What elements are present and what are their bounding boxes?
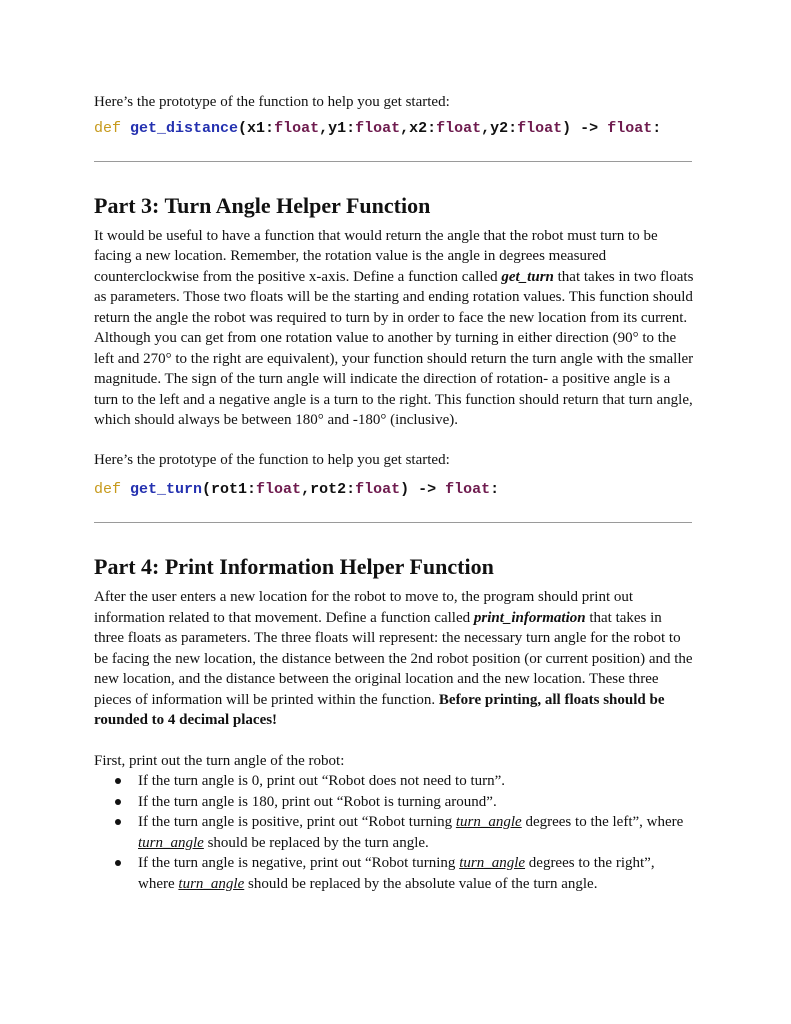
list-item: If the turn angle is negative, print out “Robot turning turn_angle degrees to the right”, where turn_angle should be replaced by the absolute value of the turn angle. xyxy=(94,853,694,894)
bullet-list xyxy=(94,771,694,894)
code-get-distance: def get_distance(x1:float,y1:float,x2:float,y2:float) -> float: xyxy=(94,119,662,137)
list-item: If the turn angle is positive, print out “Robot turning turn_angle degrees to the left”, where turn_angle should be replaced by the turn angle. xyxy=(94,812,694,853)
prototype-label: Here’s the prototype of the function to help you get started: xyxy=(94,94,450,110)
list-item: If the turn angle is 180, print out “Robot is turning around”. xyxy=(94,792,694,813)
prototype-label: Here’s the prototype of the function to help you get started: xyxy=(94,451,450,468)
part3-paragraph: It would be useful to have a function that would return the angle that the robot must turn to be facing a new location. Remember, the rotation value is the angle in degrees measured counterclockwise from the positive x-axis. Define a function called get_turn that takes in two floats as parameters. Those two floats will be the starting and ending rotation values. This function should return the angle the robot was required to turn by in order to face the new location from its current. Although you can get from one rotation value to another by turning in either direction (90° to the left and 270° to the right are equivalent), your function should return the turn angle with the smaller magnitude. The sign of the turn angle will indicate the direction of rotation- a positive angle is a turn to the left and a negative angle is a turn to the right. This function should return that turn angle, which should always be between 180° and -180° (inclusive). xyxy=(94,227,694,428)
part4-heading: Part 4: Print Information Helper Function xyxy=(94,554,494,579)
code-get-turn: def get_turn(rot1:float,rot2:float) -> float: xyxy=(94,481,500,498)
part3-heading: Part 3: Turn Angle Helper Function xyxy=(94,192,431,218)
document-page xyxy=(94,92,694,894)
func-name-get-turn: get_turn xyxy=(501,268,554,285)
first-line: First, print out the turn angle of the robot: xyxy=(94,752,345,769)
list-item: If the turn angle is 0, print out “Robot does not need to turn”. xyxy=(94,771,694,792)
part4-paragraph: After the user enters a new location for the robot to move to, the program should print out information related to that movement. Define a function called print_information that takes in three floats as parameters. The three floats will represent: the necessary turn angle for the robot to be facing the new location, the distance between the 2nd robot position (or current position) and the new location, and the distance between the original location and the new location. These three pieces of information will be printed within the function. Before printing, all floats should be rounded to 4 decimal places! xyxy=(94,589,693,728)
func-name-print-information: print_information xyxy=(473,609,586,626)
